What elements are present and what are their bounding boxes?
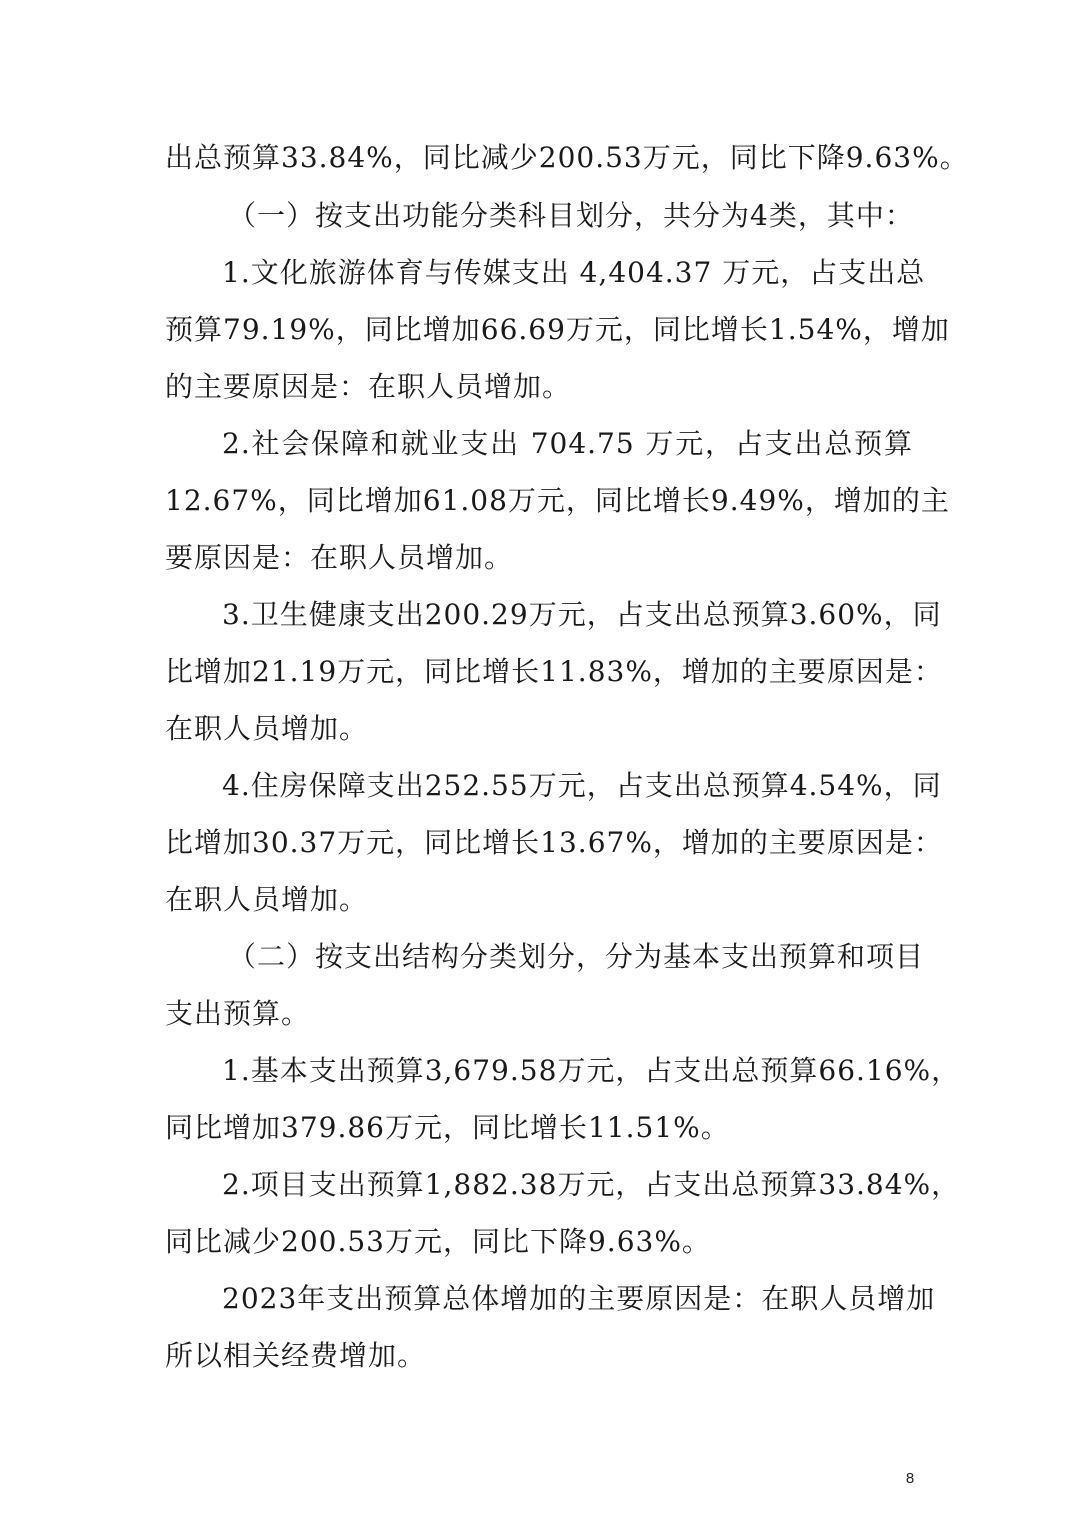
paragraph-line: 1.文化旅游体育与传媒支出 4,404.37 万元，占支出总 — [222, 256, 926, 289]
paragraph-line: 2023年支出预算总体增加的主要原因是：在职人员增加 — [222, 1282, 936, 1315]
paragraph-line: 支出预算。 — [165, 997, 311, 1030]
paragraph-line: 同比增加379.86万元，同比增长11.51%。 — [165, 1111, 730, 1144]
paragraph-line: 在职人员增加。 — [165, 883, 369, 916]
section-heading-1: （一）按支出功能分类科目划分，共分为4类，其中： — [228, 199, 914, 232]
paragraph-line: 2.社会保障和就业支出 704.75 万元，占支出总预算 — [222, 427, 913, 460]
page-number: 8 — [905, 1470, 915, 1487]
paragraph-line: 在职人员增加。 — [165, 712, 369, 745]
paragraph-line: 2.项目支出预算1,882.38万元，占支出总预算33.84%， — [222, 1168, 961, 1201]
section-heading-2: （二）按支出结构分类划分，分为基本支出预算和项目 — [228, 940, 925, 973]
paragraph-line: 的主要原因是：在职人员增加。 — [165, 370, 572, 403]
paragraph-line: 要原因是：在职人员增加。 — [165, 541, 514, 574]
paragraph-line: 预算79.19%，同比增加66.69万元，同比增长1.54%，增加 — [165, 313, 950, 346]
paragraph-line: 4.住房保障支出252.55万元，占支出总预算4.54%，同 — [222, 769, 942, 802]
paragraph-line: 所以相关经费增加。 — [165, 1339, 427, 1372]
paragraph-line: 12.67%，同比增加61.08万元，同比增长9.49%，增加的主 — [165, 484, 950, 517]
paragraph-line: 同比减少200.53万元，同比下降9.63%。 — [165, 1225, 711, 1258]
paragraph-line: 比增加30.37万元，同比增长13.67%，增加的主要原因是： — [165, 826, 943, 859]
paragraph-line: 3.卫生健康支出200.29万元，占支出总预算3.60%，同 — [222, 598, 942, 631]
paragraph-line: 比增加21.19万元，同比增长11.83%，增加的主要原因是： — [165, 655, 943, 688]
paragraph-line: 1.基本支出预算3,679.58万元，占支出总预算66.16%， — [222, 1054, 961, 1087]
paragraph-line: 出总预算33.84%，同比减少200.53万元，同比下降9.63%。 — [165, 141, 969, 174]
